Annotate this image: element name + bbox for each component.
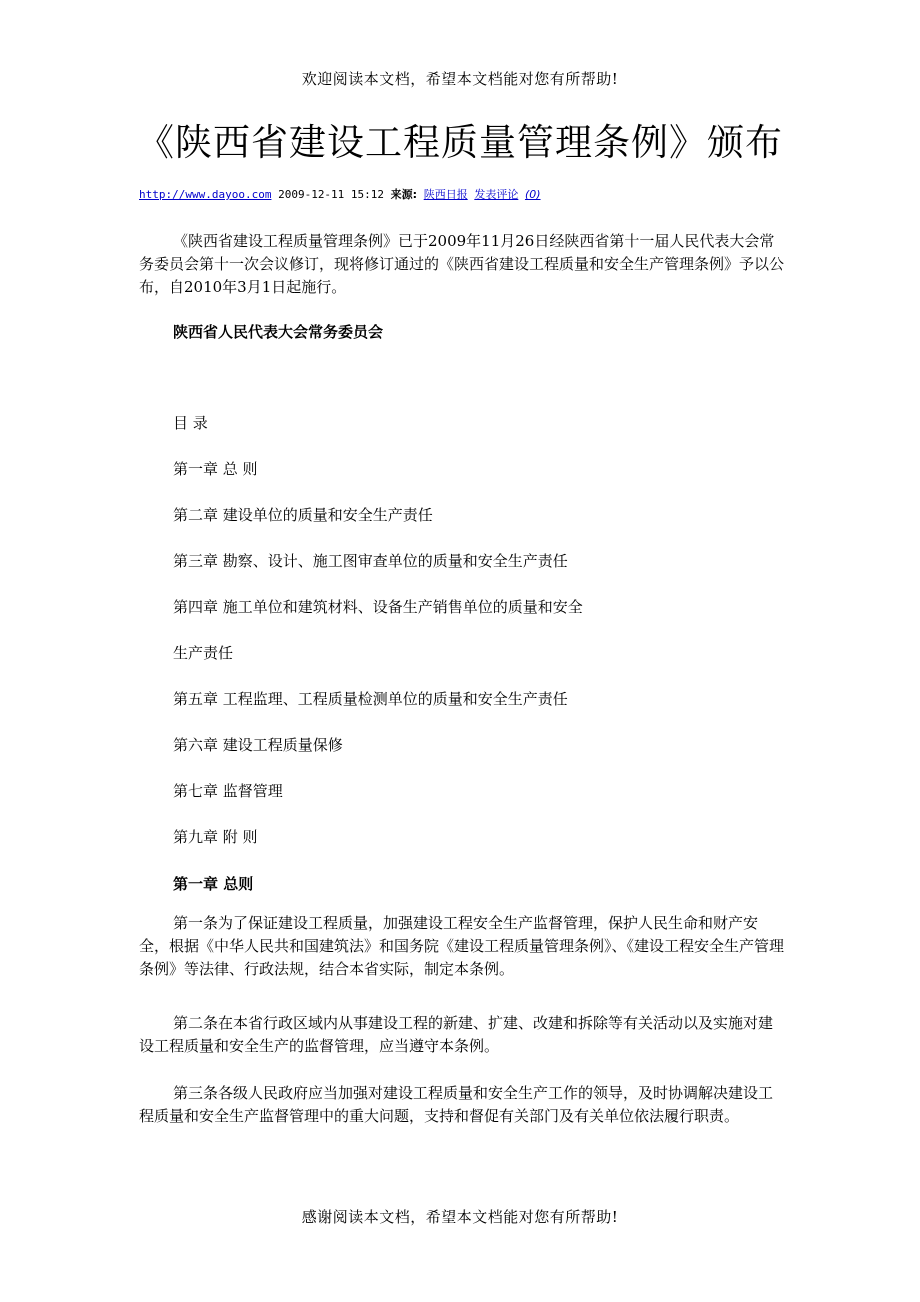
toc-item: 第三章 勘察、设计、施工图审查单位的质量和安全生产责任 <box>173 552 568 570</box>
intro-paragraph: 《陕西省建设工程质量管理条例》已于2009年11月26日经陕西省第十一届人民代表大会常务委员会第十一次会议修订，现将修订通过的《陕西省建设工程质量和安全生产管理条例》予以公布，自2010年3月1日起施行。 <box>139 232 785 296</box>
chapter-heading: 第一章 总则 <box>173 875 254 893</box>
header-note: 欢迎阅读本文档，希望本文档能对您有所帮助! <box>301 70 619 88</box>
organization-name: 陕西省人民代表大会常务委员会 <box>173 323 384 341</box>
article-paragraph: 第二条在本省行政区域内从事建设工程的新建、扩建、改建和拆除等有关活动以及实施对建设工程质量和安全生产的监督管理，应当遵守本条例。 <box>139 1014 774 1055</box>
toc-item: 第二章 建设单位的质量和安全生产责任 <box>173 506 433 524</box>
toc-item: 生产责任 <box>173 644 234 662</box>
publish-datetime: 2009-12-11 15:12 <box>278 188 385 201</box>
toc-item: 第四章 施工单位和建筑材料、设备生产销售单位的质量和安全 <box>173 598 583 616</box>
source-label: 来源: <box>390 188 418 201</box>
toc-item: 第六章 建设工程质量保修 <box>173 736 343 754</box>
toc-item: 第九章 附 则 <box>173 828 258 846</box>
toc-item: 第七章 监督管理 <box>173 782 283 800</box>
comment-count[interactable]: (0) <box>524 188 541 201</box>
footer-note: 感谢阅读本文档，希望本文档能对您有所帮助! <box>301 1208 619 1226</box>
source-url-link[interactable]: http://www.dayoo.com <box>139 188 272 201</box>
toc-heading: 目 录 <box>173 414 208 432</box>
article-meta <box>139 186 541 202</box>
source-link[interactable]: 陕西日报 <box>423 188 468 201</box>
toc-item: 第一章 总 则 <box>173 460 258 478</box>
comment-link[interactable]: 发表评论 <box>474 188 519 201</box>
toc-item: 第五章 工程监理、工程质量检测单位的质量和安全生产责任 <box>173 690 568 708</box>
article-paragraph: 第三条各级人民政府应当加强对建设工程质量和安全生产工作的领导，及时协调解决建设工程质量和安全生产监督管理中的重大问题，支持和督促有关部门及有关单位依法履行职责。 <box>139 1084 774 1125</box>
page-title: 《陕西省建设工程质量管理条例》颁布 <box>137 121 783 164</box>
article-paragraph: 第一条为了保证建设工程质量，加强建设工程安全生产监督管理，保护人民生命和财产安全，根据《中华人民共和国建筑法》和国务院《建设工程质量管理条例》、《建设工程安全生产管理条例》等法律、行政法规，结合本省实际，制定本条例。 <box>139 914 785 978</box>
